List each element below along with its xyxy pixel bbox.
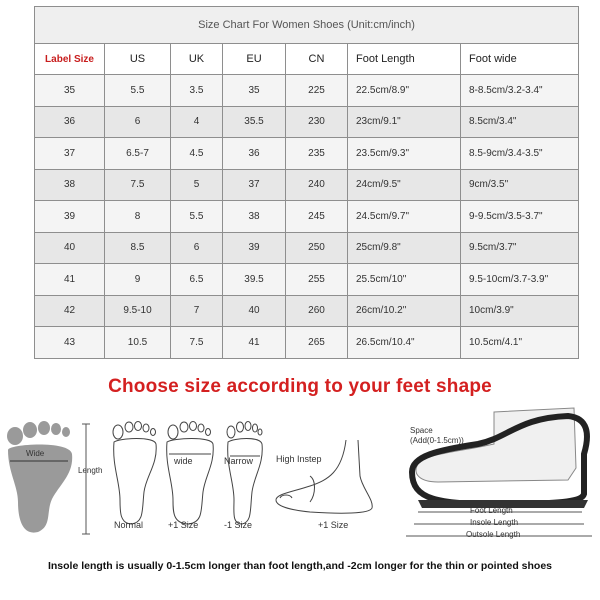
table-title: Size Chart For Women Shoes (Unit:cm/inch) (35, 7, 579, 44)
gray-foot-icon (0, 414, 105, 539)
normal-foot-figure (110, 418, 160, 528)
table-cell: 41 (223, 327, 286, 359)
table-cell: 6.5-7 (105, 138, 171, 170)
table-cell: 36 (223, 138, 286, 170)
high-instep-label: High Instep (276, 454, 322, 464)
table-cell: 8-8.5cm/3.2-3.4" (461, 75, 579, 107)
feet-shape-illustrations (0, 404, 600, 544)
size-chart-container (34, 6, 578, 359)
wide-foot-label: wide (174, 456, 193, 466)
table-cell: 41 (35, 264, 105, 296)
col-header-us: US (105, 44, 171, 75)
table-cell: 260 (286, 295, 348, 327)
table-cell: 9.5cm/3.7" (461, 232, 579, 264)
feet-shape-heading: Choose size according to your feet shape (108, 376, 492, 397)
table-cell: 23cm/9.1" (348, 106, 461, 138)
table-row (35, 169, 579, 201)
table-cell: 7.5 (105, 169, 171, 201)
table-row (35, 201, 579, 233)
table-cell: 8.5-9cm/3.4-3.5" (461, 138, 579, 170)
high-instep-foot-icon (270, 436, 388, 520)
foot-length-label: Foot Length (470, 506, 513, 515)
table-cell: 5.5 (105, 75, 171, 107)
wide-foot-icon (165, 418, 215, 528)
table-cell: 35.5 (223, 106, 286, 138)
table-row (35, 327, 579, 359)
space-sub-label: (Add(0-1.5cm)) (410, 436, 464, 445)
insole-length-label: Insole Length (470, 518, 519, 527)
table-cell: 26.5cm/10.4" (348, 327, 461, 359)
table-cell: 9 (105, 264, 171, 296)
table-cell: 3.5 (171, 75, 223, 107)
table-cell: 25cm/9.8" (348, 232, 461, 264)
col-header-label-size: Label Size (35, 44, 105, 75)
table-cell: 245 (286, 201, 348, 233)
table-cell: 35 (223, 75, 286, 107)
col-header-foot-wide: Foot wide (461, 44, 579, 75)
table-cell: 24cm/9.5" (348, 169, 461, 201)
table-header-row (35, 44, 579, 75)
table-cell: 10.5 (105, 327, 171, 359)
col-header-foot-length: Foot Length (348, 44, 461, 75)
table-cell: 7 (171, 295, 223, 327)
space-label: Space (410, 426, 433, 435)
size-chart-table (34, 6, 579, 359)
col-header-uk: UK (171, 44, 223, 75)
table-cell: 39.5 (223, 264, 286, 296)
table-cell: 255 (286, 264, 348, 296)
col-header-eu: EU (223, 44, 286, 75)
table-cell: 9.5-10cm/3.7-3.9" (461, 264, 579, 296)
narrow-foot-figure (222, 418, 266, 528)
insole-note: Insole length is usually 0-1.5cm longer than foot length,and -2cm longer for the thin or pointed shoes (47, 560, 553, 572)
table-cell: 40 (223, 295, 286, 327)
foot-measure-figure (0, 414, 105, 539)
wide-foot-caption: +1 Size (168, 520, 199, 530)
table-cell: 36 (35, 106, 105, 138)
table-cell: 24.5cm/9.7" (348, 201, 461, 233)
narrow-foot-label: Narrow (224, 456, 254, 466)
table-cell: 7.5 (171, 327, 223, 359)
table-cell: 230 (286, 106, 348, 138)
table-cell: 42 (35, 295, 105, 327)
table-cell: 9.5-10 (105, 295, 171, 327)
table-row (35, 295, 579, 327)
normal-caption: Normal (114, 520, 144, 530)
normal-foot-icon (110, 418, 160, 528)
table-cell: 23.5cm/9.3" (348, 138, 461, 170)
outsole-length-label: Outsole Length (466, 530, 521, 539)
table-cell: 25.5cm/10" (348, 264, 461, 296)
table-cell: 38 (35, 169, 105, 201)
table-cell: 6 (171, 232, 223, 264)
col-header-cn: CN (286, 44, 348, 75)
table-cell: 6.5 (171, 264, 223, 296)
table-cell: 37 (223, 169, 286, 201)
table-row (35, 75, 579, 107)
table-cell: 8.5cm/3.4" (461, 106, 579, 138)
length-measure-label: Length (78, 466, 103, 475)
high-instep-caption: +1 Size (318, 520, 349, 530)
table-cell: 235 (286, 138, 348, 170)
table-cell: 9-9.5cm/3.5-3.7" (461, 201, 579, 233)
table-cell: 9cm/3.5" (461, 169, 579, 201)
table-cell: 35 (35, 75, 105, 107)
table-cell: 26cm/10.2" (348, 295, 461, 327)
table-row (35, 106, 579, 138)
table-cell: 4.5 (171, 138, 223, 170)
table-cell: 5.5 (171, 201, 223, 233)
table-row (35, 264, 579, 296)
table-cell: 6 (105, 106, 171, 138)
table-cell: 8 (105, 201, 171, 233)
table-cell: 10.5cm/4.1" (461, 327, 579, 359)
table-cell: 43 (35, 327, 105, 359)
narrow-foot-icon (222, 418, 266, 528)
table-cell: 225 (286, 75, 348, 107)
table-row (35, 138, 579, 170)
table-row (35, 232, 579, 264)
table-cell: 4 (171, 106, 223, 138)
table-cell: 22.5cm/8.9" (348, 75, 461, 107)
table-cell: 250 (286, 232, 348, 264)
high-instep-figure (270, 436, 388, 520)
table-cell: 39 (223, 232, 286, 264)
narrow-foot-caption: -1 Size (224, 520, 253, 530)
table-cell: 240 (286, 169, 348, 201)
wide-foot-figure (165, 418, 215, 528)
table-cell: 38 (223, 201, 286, 233)
wide-measure-label: Wide (26, 449, 45, 458)
table-cell: 37 (35, 138, 105, 170)
table-cell: 265 (286, 327, 348, 359)
table-cell: 10cm/3.9" (461, 295, 579, 327)
table-cell: 39 (35, 201, 105, 233)
table-cell: 8.5 (105, 232, 171, 264)
table-cell: 5 (171, 169, 223, 201)
table-cell: 40 (35, 232, 105, 264)
